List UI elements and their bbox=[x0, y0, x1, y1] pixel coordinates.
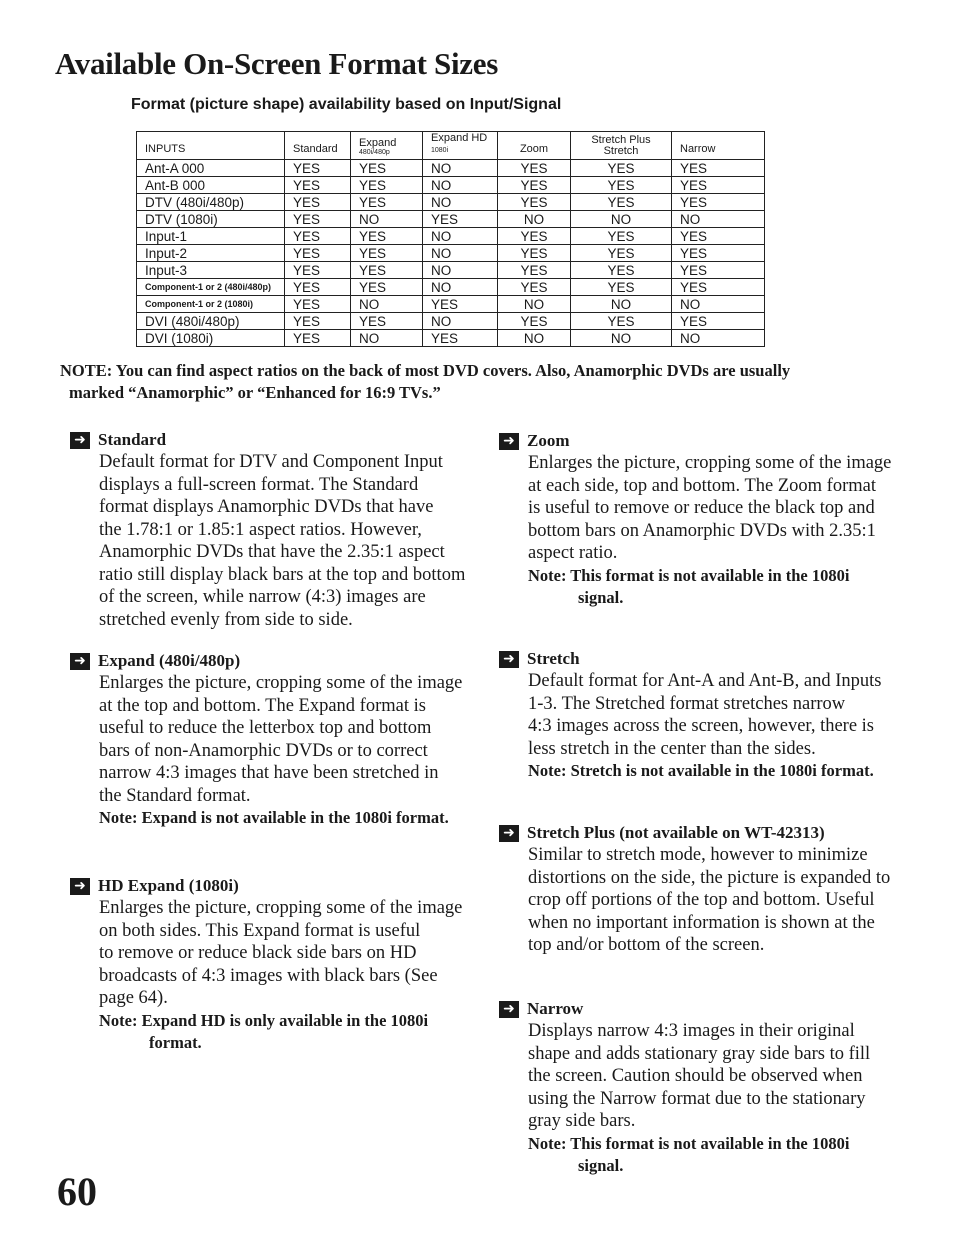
availability-cell: YES bbox=[285, 296, 351, 313]
section-note bbox=[528, 1133, 870, 1178]
body-line: less stretch in the center than the sides. bbox=[528, 738, 816, 759]
availability-cell: NO bbox=[423, 262, 498, 279]
availability-cell: YES bbox=[571, 279, 672, 296]
section-heading bbox=[70, 429, 465, 451]
availability-cell: YES bbox=[285, 177, 351, 194]
note-line: Note: Expand is not available in the 1080i format. bbox=[99, 808, 449, 827]
table-row bbox=[137, 177, 765, 194]
body-line: 4:3 images across the screen, however, there is bbox=[528, 716, 875, 736]
table-row bbox=[137, 313, 765, 330]
table-row bbox=[137, 194, 765, 211]
section-heading bbox=[499, 430, 891, 452]
note-line: Note: This format is not available in the 1080i bbox=[528, 565, 850, 585]
availability-cell: YES bbox=[498, 160, 571, 177]
page-title: Available On-Screen Format Sizes bbox=[55, 46, 498, 81]
note-line: signal. bbox=[578, 588, 624, 607]
aspect-ratio-note: NOTE: You can find aspect ratios on the back of most DVD covers. Also, Anamorphic DVDs are usually marked “Anamorphic” or “Enhanced for 16:9 TVs.” bbox=[60, 361, 791, 402]
body-line: Anamorphic DVDs that have the 2.35:1 aspect bbox=[99, 542, 445, 562]
table-body bbox=[137, 160, 765, 347]
note-line: Note: This format is not available in the 1080i bbox=[528, 1133, 850, 1153]
page-number: 60 bbox=[57, 1169, 97, 1214]
table-row bbox=[137, 296, 765, 313]
availability-cell: YES bbox=[498, 262, 571, 279]
section-heading bbox=[499, 822, 890, 844]
header-zoom: Zoom bbox=[498, 132, 571, 160]
availability-cell: NO bbox=[351, 296, 423, 313]
availability-cell: YES bbox=[351, 245, 423, 262]
availability-cell: YES bbox=[351, 228, 423, 245]
input-name-cell: Input-1 bbox=[137, 228, 285, 245]
body-line: aspect ratio. bbox=[528, 543, 618, 563]
body-line: bars of non-Anamorphic DVDs or to correct bbox=[99, 740, 428, 761]
availability-cell: YES bbox=[285, 194, 351, 211]
body-line: page 64). bbox=[99, 988, 168, 1008]
body-line: 1-3. The Stretched format stretches narrow bbox=[528, 693, 846, 714]
table-row bbox=[137, 245, 765, 262]
availability-cell: YES bbox=[571, 160, 672, 177]
table-subtitle: Format (picture shape) availability based on Input/Signal bbox=[131, 96, 562, 113]
section-note bbox=[99, 807, 462, 830]
right-arrow-icon: ➜ bbox=[499, 1001, 519, 1018]
body-line: using the Narrow format due to the stationary bbox=[528, 1088, 866, 1109]
body-line: the Standard format. bbox=[99, 785, 251, 806]
availability-cell: NO bbox=[571, 330, 672, 347]
availability-cell: NO bbox=[571, 211, 672, 228]
section-note bbox=[528, 565, 891, 610]
section-heading-text: Standard bbox=[98, 430, 167, 449]
availability-cell: NO bbox=[498, 211, 571, 228]
body-line: on both sides. This Expand format is useful bbox=[99, 920, 421, 941]
table-row bbox=[137, 262, 765, 279]
availability-cell: NO bbox=[423, 177, 498, 194]
section-heading bbox=[70, 650, 462, 672]
header-expand: Expand 480i/480p bbox=[351, 132, 423, 160]
section-heading bbox=[70, 875, 462, 897]
availability-cell: YES bbox=[285, 313, 351, 330]
body-line: when no important information is shown at the bbox=[528, 912, 875, 933]
availability-cell: YES bbox=[672, 177, 765, 194]
availability-cell: YES bbox=[285, 211, 351, 228]
body-line: top and/or bottom of the screen. bbox=[528, 935, 765, 955]
availability-cell: NO bbox=[351, 330, 423, 347]
table-row bbox=[137, 330, 765, 347]
section-stretch bbox=[499, 648, 882, 783]
section-expand bbox=[70, 650, 462, 830]
header-stretch-plus: Stretch Plus Stretch bbox=[571, 132, 672, 160]
body-line: distortions on the side, the picture is expanded to bbox=[528, 867, 891, 888]
section-heading bbox=[499, 998, 870, 1020]
header-inputs: INPUTS bbox=[137, 132, 285, 160]
availability-cell: NO bbox=[423, 245, 498, 262]
availability-cell: NO bbox=[571, 296, 672, 313]
availability-cell: YES bbox=[351, 262, 423, 279]
note-line: Note: Stretch is not available in the 1080i format. bbox=[528, 761, 874, 780]
availability-cell: YES bbox=[423, 330, 498, 347]
note-line: signal. bbox=[578, 1156, 624, 1175]
section-zoom bbox=[499, 430, 891, 610]
input-name-cell: Input-2 bbox=[137, 245, 285, 262]
availability-cell: YES bbox=[351, 194, 423, 211]
right-arrow-icon: ➜ bbox=[70, 432, 90, 449]
availability-cell: YES bbox=[351, 279, 423, 296]
input-name-cell: DVI (480i/480p) bbox=[137, 313, 285, 330]
body-line: is useful to remove or reduce the black top and bbox=[528, 498, 875, 518]
body-line: format displays Anamorphic DVDs that have bbox=[99, 497, 434, 517]
body-line: Enlarges the picture, cropping some of the image bbox=[99, 898, 463, 918]
section-body bbox=[99, 672, 462, 807]
availability-cell: NO bbox=[672, 330, 765, 347]
availability-cell: NO bbox=[498, 296, 571, 313]
input-name-cell: Input-3 bbox=[137, 262, 285, 279]
availability-cell: NO bbox=[423, 160, 498, 177]
availability-cell: NO bbox=[498, 330, 571, 347]
input-name-cell: Component-1 or 2 (480i/480p) bbox=[137, 279, 285, 296]
note-line: Note: Expand HD is only available in the 1080i bbox=[99, 1010, 429, 1030]
input-name-cell: DVI (1080i) bbox=[137, 330, 285, 347]
section-heading-text: Stretch Plus (not available on WT-42313) bbox=[527, 823, 825, 842]
section-narrow bbox=[499, 998, 870, 1178]
section-note bbox=[528, 760, 882, 783]
body-line: bottom bars on Anamorphic DVDs with 2.35:1 bbox=[528, 520, 876, 541]
table-row bbox=[137, 279, 765, 296]
availability-cell: YES bbox=[285, 279, 351, 296]
body-line: Displays narrow 4:3 images in their original bbox=[528, 1021, 855, 1041]
availability-cell: YES bbox=[285, 245, 351, 262]
section-body bbox=[528, 452, 891, 565]
body-line: Enlarges the picture, cropping some of the image bbox=[528, 453, 892, 473]
header-standard: Standard bbox=[285, 132, 351, 160]
body-line: to remove or reduce black side bars on HD bbox=[99, 943, 417, 963]
section-note bbox=[99, 1010, 462, 1055]
availability-cell: YES bbox=[423, 211, 498, 228]
availability-cell: NO bbox=[423, 313, 498, 330]
body-line: ratio still display black bars at the top and bottom bbox=[99, 564, 466, 585]
section-hd-expand bbox=[70, 875, 462, 1055]
availability-cell: YES bbox=[672, 194, 765, 211]
section-heading-text: Zoom bbox=[527, 431, 570, 450]
availability-cell: YES bbox=[571, 228, 672, 245]
availability-cell: YES bbox=[423, 296, 498, 313]
section-heading-text: Narrow bbox=[527, 999, 584, 1018]
body-line: useful to reduce the letterbox top and bottom bbox=[99, 718, 432, 738]
table-header-row bbox=[137, 132, 765, 160]
right-arrow-icon: ➜ bbox=[70, 653, 90, 670]
section-body bbox=[99, 897, 462, 1010]
availability-cell: NO bbox=[672, 211, 765, 228]
availability-cell: YES bbox=[571, 194, 672, 211]
section-body bbox=[99, 451, 465, 631]
header-narrow: Narrow bbox=[672, 132, 765, 160]
section-heading-text: Stretch bbox=[527, 649, 580, 668]
body-line: at each side, top and bottom. The Zoom format bbox=[528, 475, 876, 496]
section-body bbox=[528, 670, 882, 760]
availability-cell: YES bbox=[672, 160, 765, 177]
availability-cell: YES bbox=[498, 245, 571, 262]
input-name-cell: Ant-B 000 bbox=[137, 177, 285, 194]
table-row bbox=[137, 228, 765, 245]
body-line: narrow 4:3 images that have been stretched in bbox=[99, 763, 439, 783]
format-availability-table bbox=[136, 131, 765, 347]
availability-cell: YES bbox=[285, 330, 351, 347]
table-row bbox=[137, 160, 765, 177]
availability-cell: NO bbox=[423, 228, 498, 245]
availability-cell: NO bbox=[672, 296, 765, 313]
availability-cell: YES bbox=[672, 279, 765, 296]
body-line: stretched evenly from side to side. bbox=[99, 609, 353, 630]
availability-cell: YES bbox=[351, 313, 423, 330]
section-stretch-plus bbox=[499, 822, 890, 957]
body-line: the 1.78:1 or 1.85:1 aspect ratios. However, bbox=[99, 519, 422, 540]
availability-cell: YES bbox=[672, 245, 765, 262]
section-heading bbox=[499, 648, 882, 670]
availability-cell: NO bbox=[351, 211, 423, 228]
body-line: the screen. Caution should be observed when bbox=[528, 1066, 863, 1086]
availability-cell: YES bbox=[571, 245, 672, 262]
body-line: Default format for Ant-A and Ant-B, and Inputs bbox=[528, 671, 882, 691]
body-line: shape and adds stationary gray side bars to fill bbox=[528, 1043, 871, 1064]
section-standard bbox=[70, 429, 465, 631]
body-line: Default format for DTV and Component Input bbox=[99, 452, 443, 472]
availability-cell: YES bbox=[672, 228, 765, 245]
availability-cell: YES bbox=[672, 313, 765, 330]
section-heading-text: Expand (480i/480p) bbox=[98, 651, 241, 670]
input-name-cell: Component-1 or 2 (1080i) bbox=[137, 296, 285, 313]
availability-cell: YES bbox=[285, 160, 351, 177]
header-expand-hd: Expand HD 1080i bbox=[423, 132, 498, 160]
body-line: Enlarges the picture, cropping some of the image bbox=[99, 673, 463, 693]
availability-cell: YES bbox=[498, 177, 571, 194]
body-line: displays a full-screen format. The Standard bbox=[99, 474, 419, 495]
availability-cell: YES bbox=[571, 262, 672, 279]
availability-cell: YES bbox=[351, 160, 423, 177]
availability-cell: YES bbox=[571, 177, 672, 194]
section-body bbox=[528, 844, 890, 957]
availability-cell: YES bbox=[498, 194, 571, 211]
right-arrow-icon: ➜ bbox=[499, 651, 519, 668]
availability-cell: YES bbox=[351, 177, 423, 194]
right-arrow-icon: ➜ bbox=[499, 825, 519, 842]
input-name-cell: Ant-A 000 bbox=[137, 160, 285, 177]
section-body bbox=[528, 1020, 870, 1133]
input-name-cell: DTV (480i/480p) bbox=[137, 194, 285, 211]
body-line: of the screen, while narrow (4:3) images are bbox=[99, 587, 426, 607]
right-arrow-icon: ➜ bbox=[499, 433, 519, 450]
availability-cell: YES bbox=[498, 279, 571, 296]
input-name-cell: DTV (1080i) bbox=[137, 211, 285, 228]
availability-cell: YES bbox=[672, 262, 765, 279]
right-arrow-icon: ➜ bbox=[70, 878, 90, 895]
availability-cell: YES bbox=[498, 228, 571, 245]
table-row bbox=[137, 211, 765, 228]
availability-cell: NO bbox=[423, 279, 498, 296]
section-heading-text: HD Expand (1080i) bbox=[98, 876, 239, 895]
availability-cell: YES bbox=[285, 262, 351, 279]
body-line: gray side bars. bbox=[528, 1111, 636, 1131]
availability-cell: YES bbox=[571, 313, 672, 330]
body-line: at the top and bottom. The Expand format is bbox=[99, 695, 426, 716]
body-line: broadcasts of 4:3 images with black bars (See bbox=[99, 965, 438, 986]
availability-cell: NO bbox=[423, 194, 498, 211]
availability-cell: YES bbox=[285, 228, 351, 245]
body-line: Similar to stretch mode, however to minimize bbox=[528, 845, 868, 865]
availability-cell: YES bbox=[498, 313, 571, 330]
body-line: crop off portions of the top and bottom. Useful bbox=[528, 890, 875, 910]
note-line: format. bbox=[149, 1033, 202, 1052]
